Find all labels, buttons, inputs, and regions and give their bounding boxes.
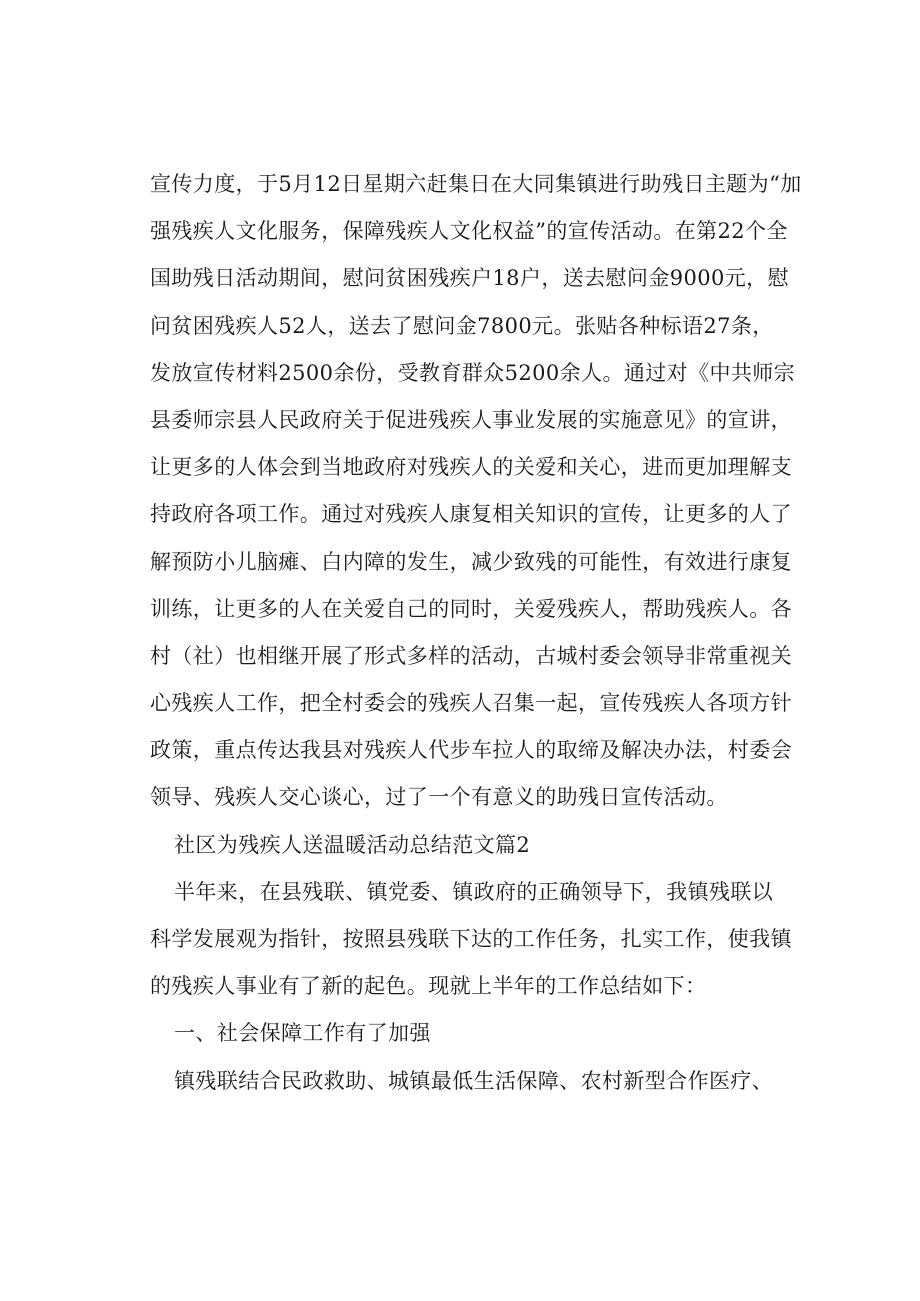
text-line: 解预防小儿脑瘫、白内障的发生，减少致残的可能性，有效进行康复 xyxy=(150,549,792,574)
text-line: 强残疾人文化服务，保障残疾人文化权益”的宣传活动。在第22个全 xyxy=(150,219,788,244)
text-line: 心残疾人工作，把全村委会的残疾人召集一起，宣传残疾人各项方针 xyxy=(150,691,792,716)
text-line: 持政府各项工作。通过对残疾人康复相关知识的宣传，让更多的人了 xyxy=(150,502,792,527)
text-line: 半年来，在县残联、镇党委、镇政府的正确领导下，我镇残联以 xyxy=(174,879,774,904)
text-line: 发放宣传材料2500余份，受教育群众5200余人。通过对《中共师宗 xyxy=(150,360,796,385)
text-line: 县委师宗县人民政府关于促进残疾人事业发展的实施意见》的宣讲， xyxy=(150,407,792,432)
document-body xyxy=(150,161,802,1105)
paragraph xyxy=(150,161,802,822)
paragraph xyxy=(150,1058,790,1105)
text-line: 科学发展观为指针，按照县残联下达的工作任务，扎实工作，使我镇 xyxy=(150,927,792,951)
text-line: 国助残日活动期间，慰问贫困残疾户18户，送去慰问金9000元，慰 xyxy=(150,266,789,291)
paragraph xyxy=(150,822,790,869)
text-line: 宣传力度，于5月12日星期六赶集日在大同集镇进行助残日主题为“加 xyxy=(150,172,802,196)
text-line: 让更多的人体会到当地政府对残疾人的关爱和关心，进而更加理解支 xyxy=(150,455,792,480)
paragraph xyxy=(150,1010,790,1057)
text-line: 问贫困残疾人52人，送去了慰问金7800元。张贴各种标语27条， xyxy=(150,313,774,338)
text-line: 一、社会保障工作有了加强 xyxy=(174,1021,431,1046)
text-line: 镇残联结合民政救助、城镇最低生活保障、农村新型合作医疗、 xyxy=(174,1068,774,1093)
text-line: 村（社）也相继开展了形式多样的活动，古城村委会领导非常重视关 xyxy=(150,643,792,668)
text-line: 社区为残疾人送温暖活动总结范文篇2 xyxy=(174,832,531,857)
text-line: 领导、残疾人交心谈心，过了一个有意义的助残日宣传活动。 xyxy=(150,785,728,810)
paragraph xyxy=(150,869,790,1011)
text-line: 训练，让更多的人在关爱自己的同时，关爱残疾人，帮助残疾人。各 xyxy=(150,596,792,621)
text-line: 的残疾人事业有了新的起色。现就上半年的工作总结如下： xyxy=(150,974,707,999)
text-line: 政策，重点传达我县对残疾人代步车拉人的取缔及解决办法，村委会 xyxy=(150,738,792,763)
